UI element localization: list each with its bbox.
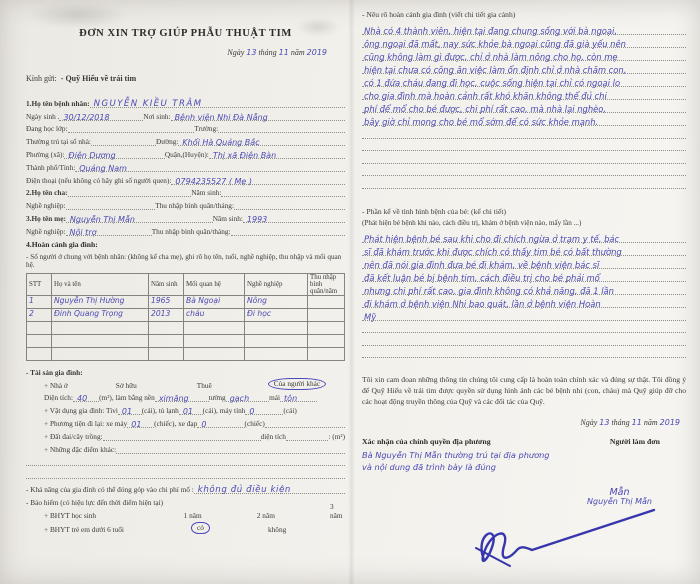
blank-dotted-line (362, 346, 686, 359)
street-label: Đường: (155, 137, 179, 147)
family-section-heading: 4.Hoàn cảnh gia đình: (26, 239, 98, 249)
family-story-heading: - Nêu rõ hoàn cảnh gia đình (viết chi tiết gia cảnh) (362, 10, 516, 19)
form-page-right (352, 0, 700, 584)
bottom-date-year: 2019 (659, 417, 680, 427)
household-table (26, 273, 345, 361)
illness-line: Phát hiện bệnh bé sau khi cho đi chích ngừa ở trạm y tế, bác (362, 230, 686, 243)
street-value: Khối Hà Quảng Bắc (182, 138, 260, 148)
illness-line: đã kết luận bé bị bệnh tim, cách điều trị cho bé phải mổ (362, 269, 686, 282)
date-label-year: năm (290, 48, 305, 57)
mother-birth-label: Năm sinh: (212, 213, 243, 223)
house-label: + Nhà ở (44, 380, 68, 390)
field-patient-name (26, 95, 345, 108)
family-story-line: có 1 đứa cháu đang đi học, cuộc sống hiện tại chỉ có ngoại lo (362, 74, 686, 87)
father-income-label: Thu nhập bình quân/tháng: (155, 201, 234, 211)
row1-stt: 1 (29, 295, 34, 305)
blank-dotted-line (362, 139, 686, 152)
land-line: + Đất đai/cây trồng: diện tích : (m²) (44, 431, 345, 441)
blank-dotted-line (362, 126, 686, 139)
mother-job-value: Nội trợ (69, 227, 97, 237)
insurance-heading: - Bảo hiểm (có hiệu lực đến thời điểm hiện tại) (26, 498, 164, 508)
area-value: 40 (76, 394, 88, 404)
contribution-line (26, 482, 345, 495)
family-story-line: ông ngoại đã mất, nay sức khỏe bà ngoại cũng đã già yếu nên (362, 35, 686, 48)
date-label-day: Ngày (227, 48, 245, 57)
salutation-line (26, 74, 345, 87)
authority-confirmation-note: Bà Nguyễn Thị Mẫn thường trú tại địa phương và nội dung đã trình bày là đúng (362, 449, 550, 472)
blank-dotted-line (362, 321, 686, 334)
tv-count: 01 (121, 407, 133, 417)
date-line-bottom: Ngày 13 tháng 11 năm 2019 (580, 417, 680, 427)
salutation-label: Kính gửi: (26, 74, 57, 83)
patient-name-value: NGUYỄN KIỀU TRÂM (93, 98, 203, 109)
class-label: Đang học lớp: (26, 124, 68, 134)
city-label: Thành phố/Tỉnh: (26, 162, 76, 172)
bicycle-count: 0 (201, 419, 207, 429)
field-ward-district (26, 146, 345, 159)
bhyt-child-label: + BHYT trẻ em dưới 6 tuổi (44, 525, 124, 535)
bhyt-1year-option: 1 năm (183, 510, 202, 520)
school-label: Trường: (194, 124, 219, 134)
applicant-signature: Mẫn (609, 487, 630, 498)
area-label: Diện tích: (44, 393, 73, 403)
house-rent-option: Thuê (196, 380, 212, 390)
house-ownership-line (26, 377, 345, 390)
mother-name-value: Nguyễn Thị Mẫn (69, 214, 135, 224)
col-stt: STT (27, 273, 52, 295)
ward-value: Điện Dương (68, 150, 116, 160)
blank-dotted-line (26, 454, 345, 467)
phone-label: Điện thoại (nếu không có hãy ghi số người quen): (26, 175, 172, 185)
bhyt-child-yes-circled: có (191, 522, 210, 534)
phone-value: 0794235527 ( Mẹ ) (175, 176, 253, 186)
household-row-empty (27, 347, 345, 360)
field-father-name (26, 185, 345, 198)
father-job-label: Nghề nghiệp: (26, 201, 66, 211)
official-signature-flourish (438, 498, 668, 578)
col-relation: Mối quan hệ (184, 273, 245, 295)
col-job: Nghề nghiệp (245, 273, 308, 295)
row2-stt: 2 (29, 308, 34, 318)
family-section-note: - Số người ở chung với bệnh nhân: (không kể cha mẹ), ghi rõ họ tên, tuổi, nghề nghiệp, thu nhập và mối quan hệ. (26, 252, 342, 270)
field-phone (26, 172, 345, 185)
date-year-handwritten: 2019 (306, 48, 327, 57)
family-story-line: hiện tại chưa có công ăn việc làm ổn định chỉ ở nhà chăm con, (362, 61, 686, 74)
commitment-paragraph: Tôi xin cam đoan những thông tin chúng tôi cung cấp là hoàn toàn chính xác và đúng sự thật. Tôi đồng ý để Quỹ Hiểu về trái tim được quyền sử dụng hình ảnh các bé bệnh nhi (con, cháu) mà Quỹ giúp đỡ cho các hoạt động truyền thông của Quỹ và các đối tác của Quỹ. (362, 375, 686, 407)
authority-heading: Xác nhận của chính quyền địa phương (362, 436, 491, 446)
illness-line: sĩ đã khám trước khi được chích có thấy tim bé có bất thường (362, 243, 686, 256)
row2-birthyear: 2013 (151, 308, 171, 318)
bhyt-student-label: + BHYT học sinh (44, 510, 97, 520)
bhyt-2year-option: 2 năm (256, 510, 275, 520)
mother-job-label: Nghề nghiệp: (26, 226, 66, 236)
field-father-job (26, 197, 345, 210)
household-table-header-row (27, 273, 345, 295)
salutation-value: - Quỹ Hiểu về trái tim (60, 74, 137, 83)
illness-subnote: (Phát hiện bé bệnh khi nào, cách điều trị, khám ở bệnh viện nào, mấy lần ...) (362, 218, 582, 227)
roof-material: tôn (284, 394, 298, 404)
household-row-empty (27, 334, 345, 347)
computer-count: 0 (249, 407, 255, 417)
appliances-line: + Vật dụng gia đình: Tivi 01 (cái), tủ lạnh 01 (cái), máy tính 0 (cái) (44, 406, 297, 417)
insurance-heading-line (26, 494, 345, 507)
ward-label: Phường (xã): (26, 149, 65, 159)
date-month-handwritten: 11 (278, 48, 289, 57)
field-mother-job (26, 223, 345, 236)
wall-material: gạch (229, 394, 250, 404)
field-address-street (26, 133, 345, 146)
date-line-top (26, 48, 345, 61)
insurance-child-row (26, 522, 345, 535)
row1-name: Nguyễn Thị Hường (54, 295, 125, 305)
row2-job: Đi học (247, 308, 272, 318)
col-income: Thu nhập bình quân/năm (308, 273, 345, 295)
illness-line: nhưng chi phí rất cao, gia đình không có khả năng, đã 1 lần (362, 282, 686, 295)
mother-income-label: Thu nhập bình quân/tháng: (151, 226, 231, 236)
dob-label: Ngày sinh . (26, 111, 60, 121)
blank-dotted-line (362, 176, 686, 189)
vehicles-line: + Phương tiện đi lại: xe máy 01 (chiếc), xe đạp 0 (chiếc) (26, 415, 345, 428)
contribution-value: không đủ điều kiện (197, 485, 291, 496)
mother-birth-value: 1993 (246, 214, 268, 224)
blank-dotted-line (362, 164, 686, 177)
contribution-label: - Khả năng của gia đình có thể đóng góp vào chi phí mổ : (26, 485, 194, 495)
bottom-date-day: 13 (599, 417, 610, 427)
illness-line: nên đã nói gia đình đưa bé đi khám, về bệnh viện bác sĩ (362, 256, 686, 269)
bhyt-child-no-option: không (268, 525, 287, 535)
address-label: Thường trú tại số nhà: (26, 137, 91, 147)
household-row-empty (27, 321, 345, 334)
motorbike-count: 01 (131, 419, 142, 429)
family-story-line: cũng không làm gì được, chỉ ở nhà làm nông cho họ, còn mẹ (362, 48, 686, 61)
household-row-1 (27, 295, 345, 308)
bhyt-3year-option: 3 năm (329, 501, 343, 520)
form-title: ĐƠN XIN TRỢ GIÚP PHẪU THUẬT TIM (79, 28, 292, 39)
blank-dotted-line (26, 466, 345, 479)
family-story-line: cho gia đình mà hoàn cảnh rất khó khăn không thể đủ chi (362, 87, 686, 100)
city-value: Quảng Nam (79, 163, 127, 173)
illness-heading: - Phần kể về tình hình bệnh của bé: (kể chi tiết) (362, 206, 507, 216)
row2-relation: cháu (186, 308, 205, 318)
field-dob-pob (26, 108, 345, 121)
district-label: Quận,(Huyện): (164, 149, 209, 159)
signature-headers (362, 437, 686, 446)
other-features-line: + Những đặc điểm khác: (26, 441, 345, 454)
date-label-month: tháng (258, 48, 277, 57)
applicant-heading: Người làm đơn (609, 436, 660, 446)
house-area-line: Diện tích: 40 (m²), làm bằng nền ximăng tường gạch mái tôn (26, 390, 345, 403)
date-day-handwritten: 13 (246, 48, 257, 57)
blank-dotted-line (362, 151, 686, 164)
row2-name: Đinh Quang Trọng (54, 308, 123, 318)
assets-heading: - Tài sản gia đình: (26, 367, 83, 377)
fridge-count: 01 (182, 407, 194, 417)
blank-dotted-line (362, 333, 686, 346)
field-mother-name (26, 210, 345, 223)
dob-value: 30/12/2018 (63, 112, 110, 122)
col-name: Họ và tên (52, 273, 149, 295)
row1-relation: Bà Ngoại (186, 295, 221, 305)
family-story-line: phí để mổ cho bé được, chi phí rất cao, mà nhà lại nghèo, (362, 100, 686, 113)
field-class-school (26, 121, 345, 134)
household-row-2 (27, 308, 345, 321)
illness-line: Mỹ (362, 308, 686, 321)
mother-name-label: 3.Họ tên mẹ: (26, 213, 66, 223)
applicant-name: Nguyễn Thị Mẫn (587, 497, 652, 506)
illness-line: đi khám ở bệnh viện Nhi bao quát, lần ở bệnh viện Hoàn (362, 295, 686, 308)
father-name-label: 2.Họ tên cha: (26, 188, 68, 198)
house-own-option: Sở hữu (115, 380, 137, 390)
house-other-option-circled: Của người khác (268, 378, 326, 390)
bottom-date-month: 11 (631, 417, 642, 427)
father-birth-label: Năm sinh: (191, 188, 222, 198)
pob-value: Bệnh viện Nhi Đà Nẵng (174, 112, 268, 122)
family-story-line: Nhà có 4 thành viên, hiện tại đang chung sống với bà ngoại, (362, 22, 686, 35)
district-value: Thị xã Điện Bàn (212, 150, 277, 160)
col-birthyear: Năm sinh (149, 273, 184, 295)
family-story-line: bây giờ chỉ mong cho bé mổ sớm để có sức khỏe mạnh. (362, 113, 686, 126)
row1-job: Nông (247, 295, 267, 305)
patient-name-label: 1.Họ tên bệnh nhân: (26, 98, 90, 108)
field-city (26, 159, 345, 172)
row1-birthyear: 1965 (151, 295, 171, 305)
pob-label: Nơi sinh: (143, 111, 171, 121)
floor-material: ximăng (158, 394, 189, 404)
